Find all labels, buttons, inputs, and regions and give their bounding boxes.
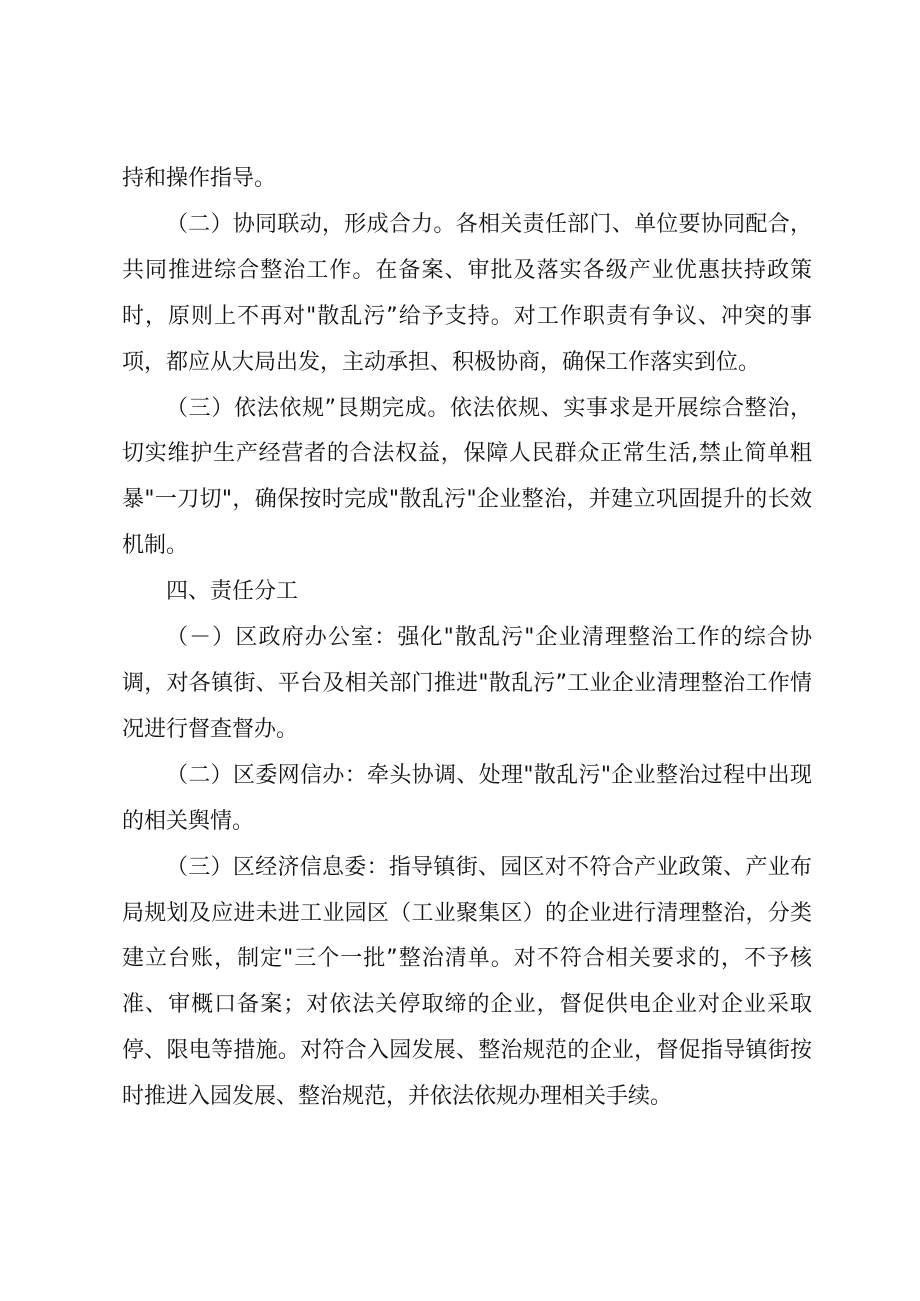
section-heading-responsibilities: 四、责任分工 (166, 579, 299, 605)
paragraph-coordination: （二）协同联动，形成合力。各相关责任部门、单位要协同配合，共同推进综合整治工作。在备案、审批及落实各级产业优惠扶持政策时，原则上不再对"散乱污”给予支持。对工作职责有争议、冲突的事项，都应从大局出发，主动承担、积极协商，确保工作落实到位。 (122, 211, 812, 375)
paragraph-economic-committee: （三）区经济信息委：指导镇街、园区对不符合产业政策、产业布局规划及应进未进工业园区（工业聚集区）的企业进行清理整治，分类建立台账，制定"三个一批”整治清单。对不符合相关要求的，不予核准、审概口备案；对依法关停取缔的企业，督促供电企业对企业采取停、限电等措施。对符合入园发展、整治规范的企业，督促指导镇街按时推进入园发展、整治规范，并依法依规办理相关手续。 (122, 854, 812, 1110)
paragraph-district-office: （－）区政府办公室：强化"散乱污"企业清理整治工作的综合协调，对各镇街、平台及相关部门推进"散乱污”工业企业清理整治工作情况进行督查督办。 (122, 625, 812, 742)
paragraph-continuation: 持和操作指导。 (122, 166, 277, 191)
paragraph-legal-compliance: （三）依法依规”艮期完成。依法依规、实事求是开展综合整治，切实维护生产经营者的合法权益，保障人民群众正常生活,禁止简单粗暴"一刀切"，确保按时完成"散乱污"企业整治，并建立巩固提升的长效机制。 (122, 395, 812, 559)
paragraph-cyberspace-office: （二）区委网信办：牵头协调、处理"散乱污"企业整治过程中出现的相关舆情。 (122, 762, 812, 834)
document-body (122, 156, 812, 1120)
